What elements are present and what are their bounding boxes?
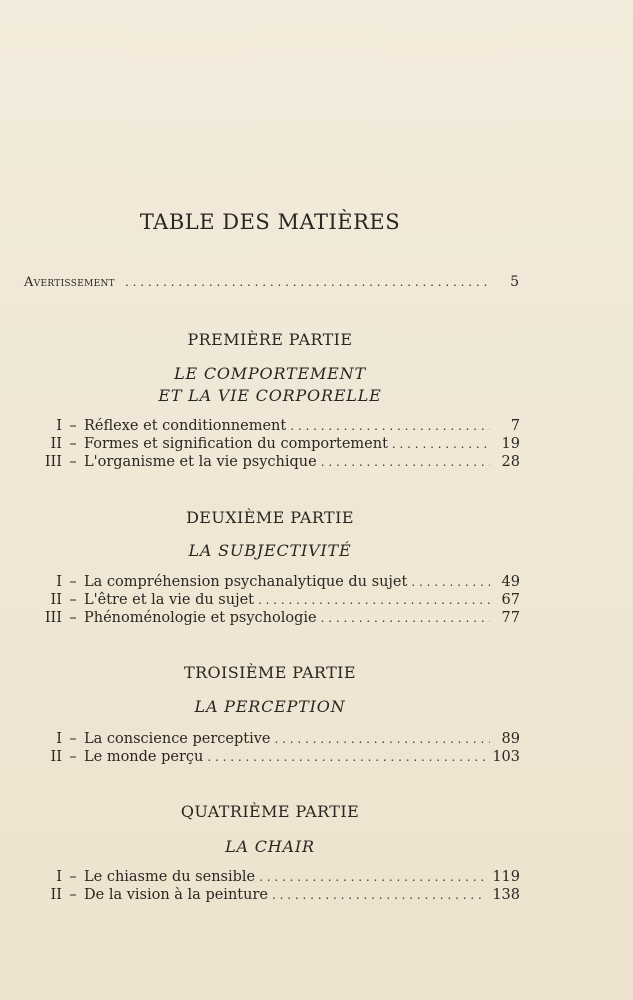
part-heading: TROISIÈME PARTIE: [184, 663, 356, 682]
toc-entry-page: 5: [510, 274, 519, 290]
toc-entry: [22, 749, 520, 767]
chapter-title: L'organisme et la vie psychique: [84, 454, 317, 470]
chapter-page: 7: [510, 418, 520, 434]
part-subtitle: ET LA VIE CORPORELLE: [158, 386, 382, 405]
toc-title: TABLE DES MATIÈRES: [139, 210, 401, 234]
dash: –: [69, 887, 77, 903]
dot-leader: [275, 732, 490, 746]
part-entries: [22, 418, 520, 472]
chapter-page: 89: [501, 731, 520, 747]
chapter-page: 67: [501, 592, 520, 608]
part-subtitle: LE COMPORTEMENT: [174, 364, 366, 383]
part-entries: [22, 574, 520, 628]
toc-entry: [22, 574, 520, 592]
dot-leader: [321, 611, 490, 625]
dash: –: [69, 436, 77, 452]
toc-entry: [22, 869, 520, 887]
toc-entry: [22, 887, 520, 905]
chapter-number: II: [50, 887, 62, 903]
toc-entry-label: Avertissement: [24, 275, 115, 290]
dash: –: [69, 574, 77, 590]
part-heading: PREMIÈRE PARTIE: [187, 330, 353, 349]
chapter-number: I: [56, 574, 62, 590]
part-subtitle: LA PERCEPTION: [194, 697, 346, 716]
dash: –: [69, 869, 77, 885]
chapter-page: 103: [492, 749, 520, 765]
dot-leader: [259, 870, 486, 884]
chapter-number: II: [50, 749, 62, 765]
chapter-title: Réflexe et conditionnement: [84, 418, 287, 434]
dot-leader: [290, 419, 490, 433]
dash: –: [69, 418, 77, 434]
chapter-number: I: [56, 869, 62, 885]
chapter-title: De la vision à la peinture: [84, 887, 268, 903]
chapter-page: 138: [492, 887, 520, 903]
chapter-title: La compréhension psychanalytique du sujet: [84, 574, 408, 590]
chapter-page: 77: [501, 610, 520, 626]
toc-entry: [22, 731, 520, 749]
dash: –: [69, 731, 77, 747]
dot-leader: [411, 575, 490, 589]
dash: –: [69, 610, 77, 626]
dot-leader: [272, 888, 486, 902]
part-heading: DEUXIÈME PARTIE: [186, 508, 354, 527]
chapter-title: Le monde perçu: [84, 749, 204, 765]
dash: –: [69, 454, 77, 470]
part-subtitle: LA CHAIR: [225, 837, 315, 856]
dot-leader: [207, 750, 486, 764]
part-entries: [22, 731, 520, 767]
part-entries: [22, 869, 520, 905]
chapter-title: Le chiasme du sensible: [84, 869, 256, 885]
chapter-number: II: [50, 436, 62, 452]
chapter-page: 28: [501, 454, 520, 470]
chapter-number: III: [44, 610, 62, 626]
part-subtitle: LA SUBJECTIVITÉ: [188, 541, 352, 560]
chapter-page: 49: [501, 574, 520, 590]
chapter-title: La conscience perceptive: [84, 731, 271, 747]
dot-leader: [321, 455, 490, 469]
chapter-number: III: [44, 454, 62, 470]
chapter-page: 19: [501, 436, 520, 452]
dot-leader: [125, 275, 489, 289]
dot-leader: [392, 437, 490, 451]
chapter-number: II: [50, 592, 62, 608]
chapter-number: I: [56, 731, 62, 747]
chapter-title: Formes et signification du comportement: [84, 436, 388, 452]
toc-entry: [22, 418, 520, 436]
chapter-page: 119: [492, 869, 520, 885]
toc-entry: [22, 436, 520, 454]
dot-leader: [258, 593, 490, 607]
dash: –: [69, 749, 77, 765]
toc-entry-avertissement: [24, 274, 519, 290]
chapter-number: I: [56, 418, 62, 434]
part-heading: QUATRIÈME PARTIE: [180, 802, 360, 821]
toc-entry: [22, 610, 520, 628]
chapter-title: L'être et la vie du sujet: [84, 592, 254, 608]
chapter-title: Phénoménologie et psychologie: [84, 610, 317, 626]
toc-entry: [22, 592, 520, 610]
dash: –: [69, 592, 77, 608]
toc-entry: [22, 454, 520, 472]
